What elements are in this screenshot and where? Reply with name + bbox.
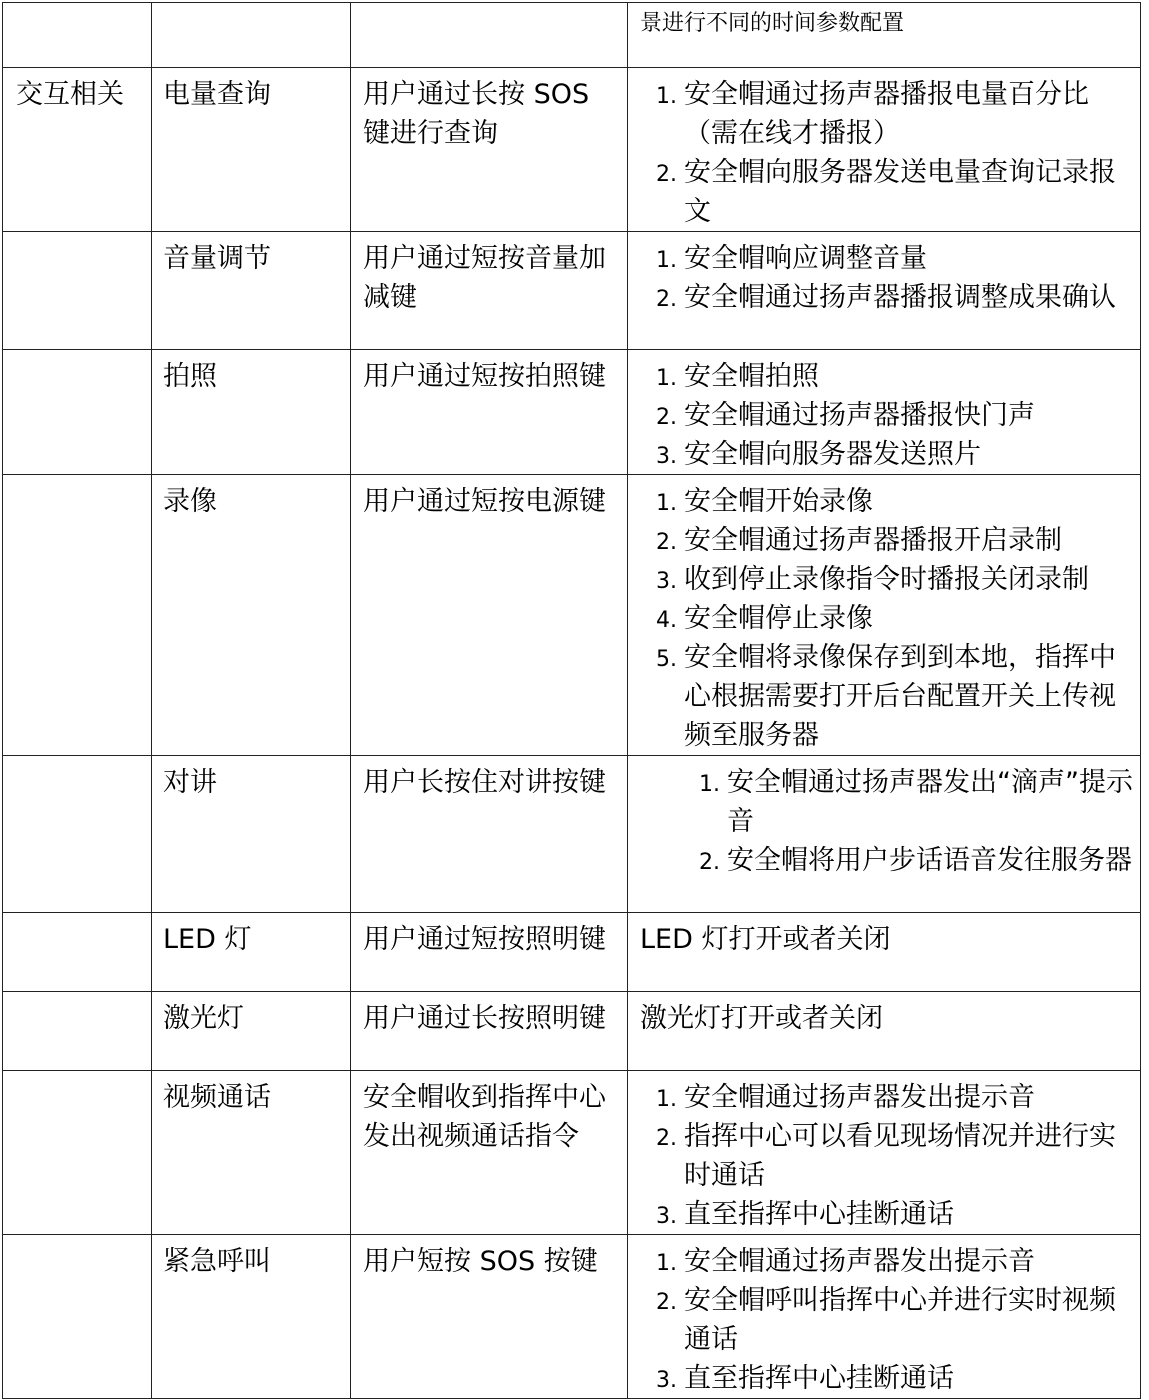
category-cell: [3, 350, 152, 475]
response-steps: [640, 1078, 1134, 1234]
list-item: 4. 安全帽停止录像: [684, 599, 1134, 638]
response-text: 激光灯打开或者关闭: [640, 1003, 883, 1034]
list-item: 1. 安全帽通过扬声器播报电量百分比（需在线才播报）: [684, 75, 1134, 153]
table-row: [3, 68, 1141, 232]
list-item: 1. 安全帽开始录像: [684, 482, 1134, 521]
trigger-cell: 用户通过短按照明键: [351, 913, 628, 992]
table-row: [3, 992, 1141, 1071]
table-row: [3, 232, 1141, 350]
list-item: 2. 安全帽通过扬声器播报开启录制: [684, 521, 1134, 560]
list-item: 1. 安全帽拍照: [684, 357, 1134, 396]
function-cell: 紧急呼叫: [152, 1235, 351, 1399]
trigger-cell: 用户通过短按电源键: [351, 475, 628, 756]
trigger-cell: 用户通过短按拍照键: [351, 350, 628, 475]
list-item: 2. 安全帽向服务器发送电量查询记录报文: [684, 153, 1134, 231]
trigger-cell: 用户通过长按照明键: [351, 992, 628, 1071]
response-text: 景进行不同的时间参数配置: [640, 11, 905, 36]
response-cell: [628, 3, 1141, 68]
list-item: 2. 安全帽将用户步话语音发往服务器: [727, 841, 1134, 880]
category-cell: 交互相关: [3, 68, 152, 232]
list-item: 2. 安全帽呼叫指挥中心并进行实时视频通话: [684, 1281, 1134, 1359]
function-cell: 拍照: [152, 350, 351, 475]
function-cell: 电量查询: [152, 68, 351, 232]
response-text: LED 灯打开或者关闭: [640, 924, 891, 955]
response-steps: [640, 239, 1134, 317]
function-table: [2, 2, 1141, 1399]
list-item: 3. 安全帽向服务器发送照片: [684, 435, 1134, 474]
function-cell: 对讲: [152, 756, 351, 913]
trigger-cell: 用户通过短按音量加减键: [351, 232, 628, 350]
list-item: 2. 指挥中心可以看见现场情况并进行实时通话: [684, 1117, 1134, 1195]
function-cell: 激光灯: [152, 992, 351, 1071]
list-item: 3. 直至指挥中心挂断通话: [684, 1195, 1134, 1234]
list-item: 2. 安全帽通过扬声器播报快门声: [684, 396, 1134, 435]
category-cell: [3, 475, 152, 756]
response-cell: [628, 756, 1141, 913]
response-steps: [640, 1242, 1134, 1398]
category-cell: [3, 232, 152, 350]
function-cell: LED 灯: [152, 913, 351, 992]
response-steps: [640, 482, 1134, 755]
category-cell: [3, 992, 152, 1071]
trigger-cell: 用户长按住对讲按键: [351, 756, 628, 913]
table-row: [3, 1235, 1141, 1399]
response-steps: [640, 763, 1134, 880]
list-item: 1. 安全帽通过扬声器发出“滴声”提示音: [727, 763, 1134, 841]
function-cell: 视频通话: [152, 1071, 351, 1235]
response-cell: [628, 1235, 1141, 1399]
response-steps: [640, 357, 1134, 474]
list-item: 2. 安全帽通过扬声器播报调整成果确认: [684, 278, 1134, 317]
category-cell: [3, 913, 152, 992]
list-item: 3. 直至指挥中心挂断通话: [684, 1359, 1134, 1398]
response-cell: [628, 232, 1141, 350]
list-item: 1. 安全帽通过扬声器发出提示音: [684, 1242, 1134, 1281]
table-row: [3, 475, 1141, 756]
response-cell: [628, 350, 1141, 475]
response-cell: [628, 68, 1141, 232]
list-item: 1. 安全帽响应调整音量: [684, 239, 1134, 278]
table-row: [3, 913, 1141, 992]
response-cell: [628, 992, 1141, 1071]
table-row: [3, 3, 1141, 68]
trigger-cell: 安全帽收到指挥中心发出视频通话指令: [351, 1071, 628, 1235]
category-cell: [3, 756, 152, 913]
table-row: [3, 1071, 1141, 1235]
function-cell: 录像: [152, 475, 351, 756]
response-steps: [640, 75, 1134, 231]
trigger-cell: [351, 3, 628, 68]
table-row: [3, 350, 1141, 475]
function-cell: 音量调节: [152, 232, 351, 350]
trigger-cell: 用户通过长按 SOS 键进行查询: [351, 68, 628, 232]
trigger-cell: 用户短按 SOS 按键: [351, 1235, 628, 1399]
list-item: 5. 安全帽将录像保存到到本地，指挥中心根据需要打开后台配置开关上传视频至服务器: [684, 638, 1134, 755]
response-cell: [628, 913, 1141, 992]
category-cell: [3, 1235, 152, 1399]
response-cell: [628, 475, 1141, 756]
category-cell: [3, 1071, 152, 1235]
response-cell: [628, 1071, 1141, 1235]
category-cell: [3, 3, 152, 68]
table-row: [3, 756, 1141, 913]
list-item: 3. 收到停止录像指令时播报关闭录制: [684, 560, 1134, 599]
function-cell: [152, 3, 351, 68]
list-item: 1. 安全帽通过扬声器发出提示音: [684, 1078, 1134, 1117]
